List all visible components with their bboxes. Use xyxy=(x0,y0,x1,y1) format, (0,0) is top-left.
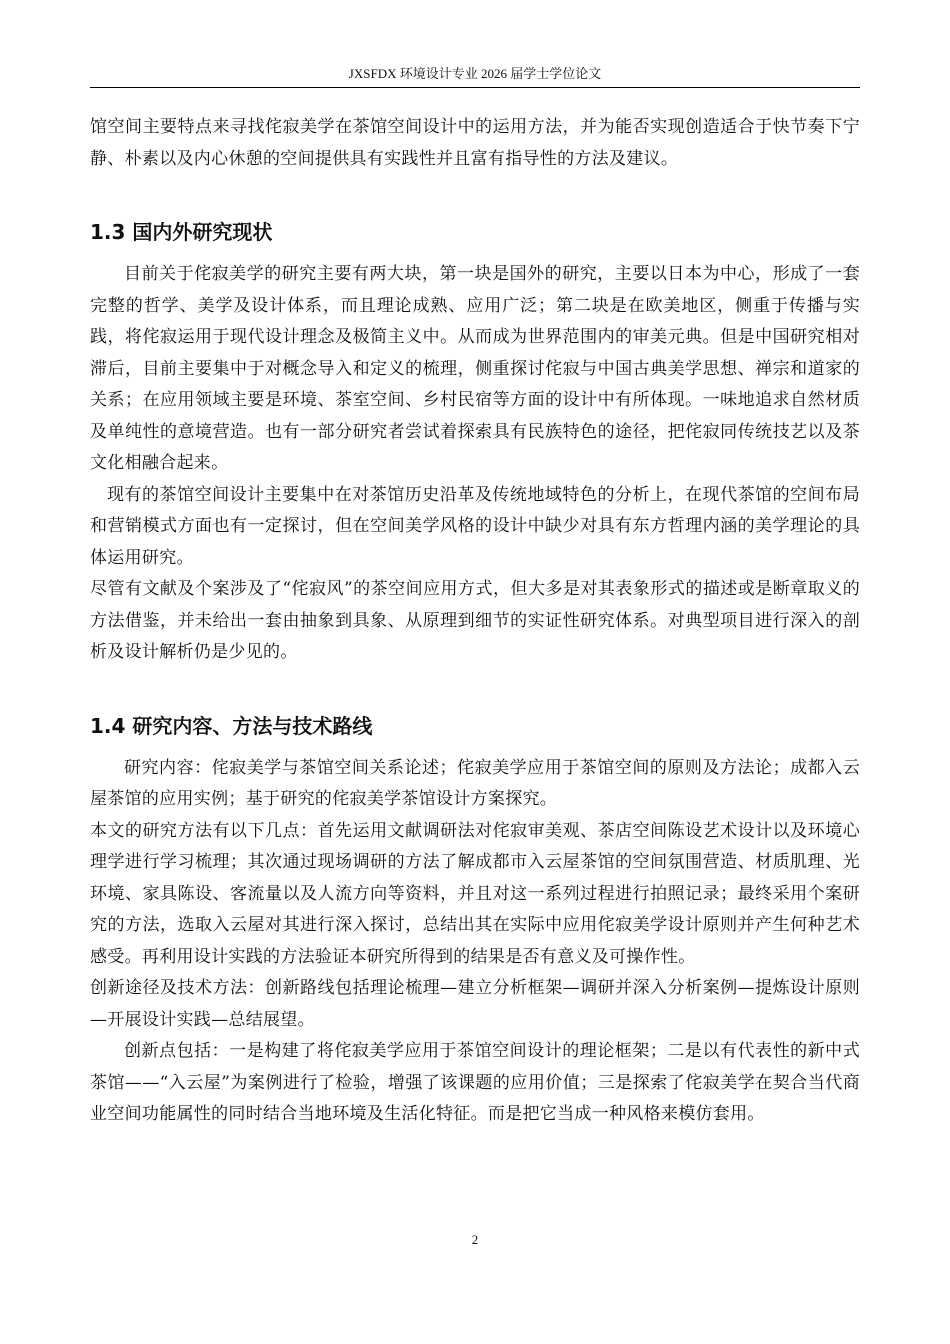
section-heading-1-4: 1.4 研究内容、方法与技术路线 xyxy=(90,713,373,738)
paragraph-innovation-points: 创新点包括：一是构建了将侘寂美学应用于茶馆空间设计的理论框架；二是以有代表性的新中式茶馆——“入云屋”为案例进行了检验，增强了该课题的应用价值；三是探索了侘寂美学在契合当代商业空间功能属性的同时结合当地环境及生活化特征。而是把它当成一种风格来模仿套用。 xyxy=(90,1041,860,1124)
paragraph-continuation: 馆空间主要特点来寻找侘寂美学在茶馆空间设计中的运用方法，并为能否实现创造适合于快节奏下宁静、朴素以及内心休憩的空间提供具有实践性并且富有指导性的方法及建议。 xyxy=(90,117,860,169)
paragraph-research-methods: 本文的研究方法有以下几点：首先运用文献调研法对侘寂审美观、茶店空间陈设艺术设计以及环境心理学进行学习梳理；其次通过现场调研的方法了解成都市入云屋茶馆的空间氛围营造、材质肌理、光环境、家具陈设、客流量以及人流方向等资料，并且对这一系列过程进行拍照记录；最终采用个案研究的方法，选取入云屋对其进行深入探讨，总结出其在实际中应用侘寂美学设计原则并产生何种艺术感受。再利用设计实践的方法验证本研究所得到的结果是否有意义及可操作性。 xyxy=(90,820,860,967)
page-number: 2 xyxy=(471,1232,479,1247)
paragraph-technical-route: 创新途径及技术方法：创新路线包括理论梳理—建立分析框架—调研并深入分析案例—提炼设计原则—开展设计实践—总结展望。 xyxy=(90,978,860,1030)
page-body xyxy=(90,112,860,1131)
paragraph-research-status-2: 现有的茶馆空间设计主要集中在对茶馆历史沿革及传统地域特色的分析上，在现代茶馆的空间布局和营销模式方面也有一定探讨，但在空间美学风格的设计中缺少对具有东方哲理内涵的美学理论的具体运用研究。 xyxy=(90,484,860,568)
section-heading-1-3: 1.3 国内外研究现状 xyxy=(90,220,273,244)
running-header: JXSFDX 环境设计专业 2026 届学士学位论文 xyxy=(348,66,602,81)
header-rule xyxy=(90,87,860,88)
paragraph-research-status-1: 目前关于侘寂美学的研究主要有两大块，第一块是国外的研究，主要以日本为中心，形成了一套完整的哲学、美学及设计体系，而且理论成熟、应用广泛；第二块是在欧美地区，侧重于传播与实践，将侘寂运用于现代设计理念及极简主义中。从而成为世界范围内的审美元典。但是中国研究相对滞后，目前主要集中于对概念导入和定义的梳理，侧重探讨侘寂与中国古典美学思想、禅宗和道家的关系；在应用领域主要是环境、茶室空间、乡村民宿等方面的设计中有所体现。一味地追求自然材质及单纯性的意境营造。也有一部分研究者尝试着探索具有民族特色的途径，把侘寂同传统技艺以及茶文化相融合起来。 xyxy=(90,264,860,473)
paragraph-research-status-3: 尽管有文献及个案涉及了“侘寂风”的茶空间应用方式，但大多是对其表象形式的描述或是断章取义的方法借鉴，并未给出一套由抽象到具象、从原理到细节的实证性研究体系。对典型项目进行深入的剖析及设计解析仍是少见的。 xyxy=(90,579,860,662)
paragraph-research-content: 研究内容：侘寂美学与茶馆空间关系论述；侘寂美学应用于茶馆空间的原则及方法论；成都入云屋茶馆的应用实例；基于研究的侘寂美学茶馆设计方案探究。 xyxy=(90,757,860,809)
